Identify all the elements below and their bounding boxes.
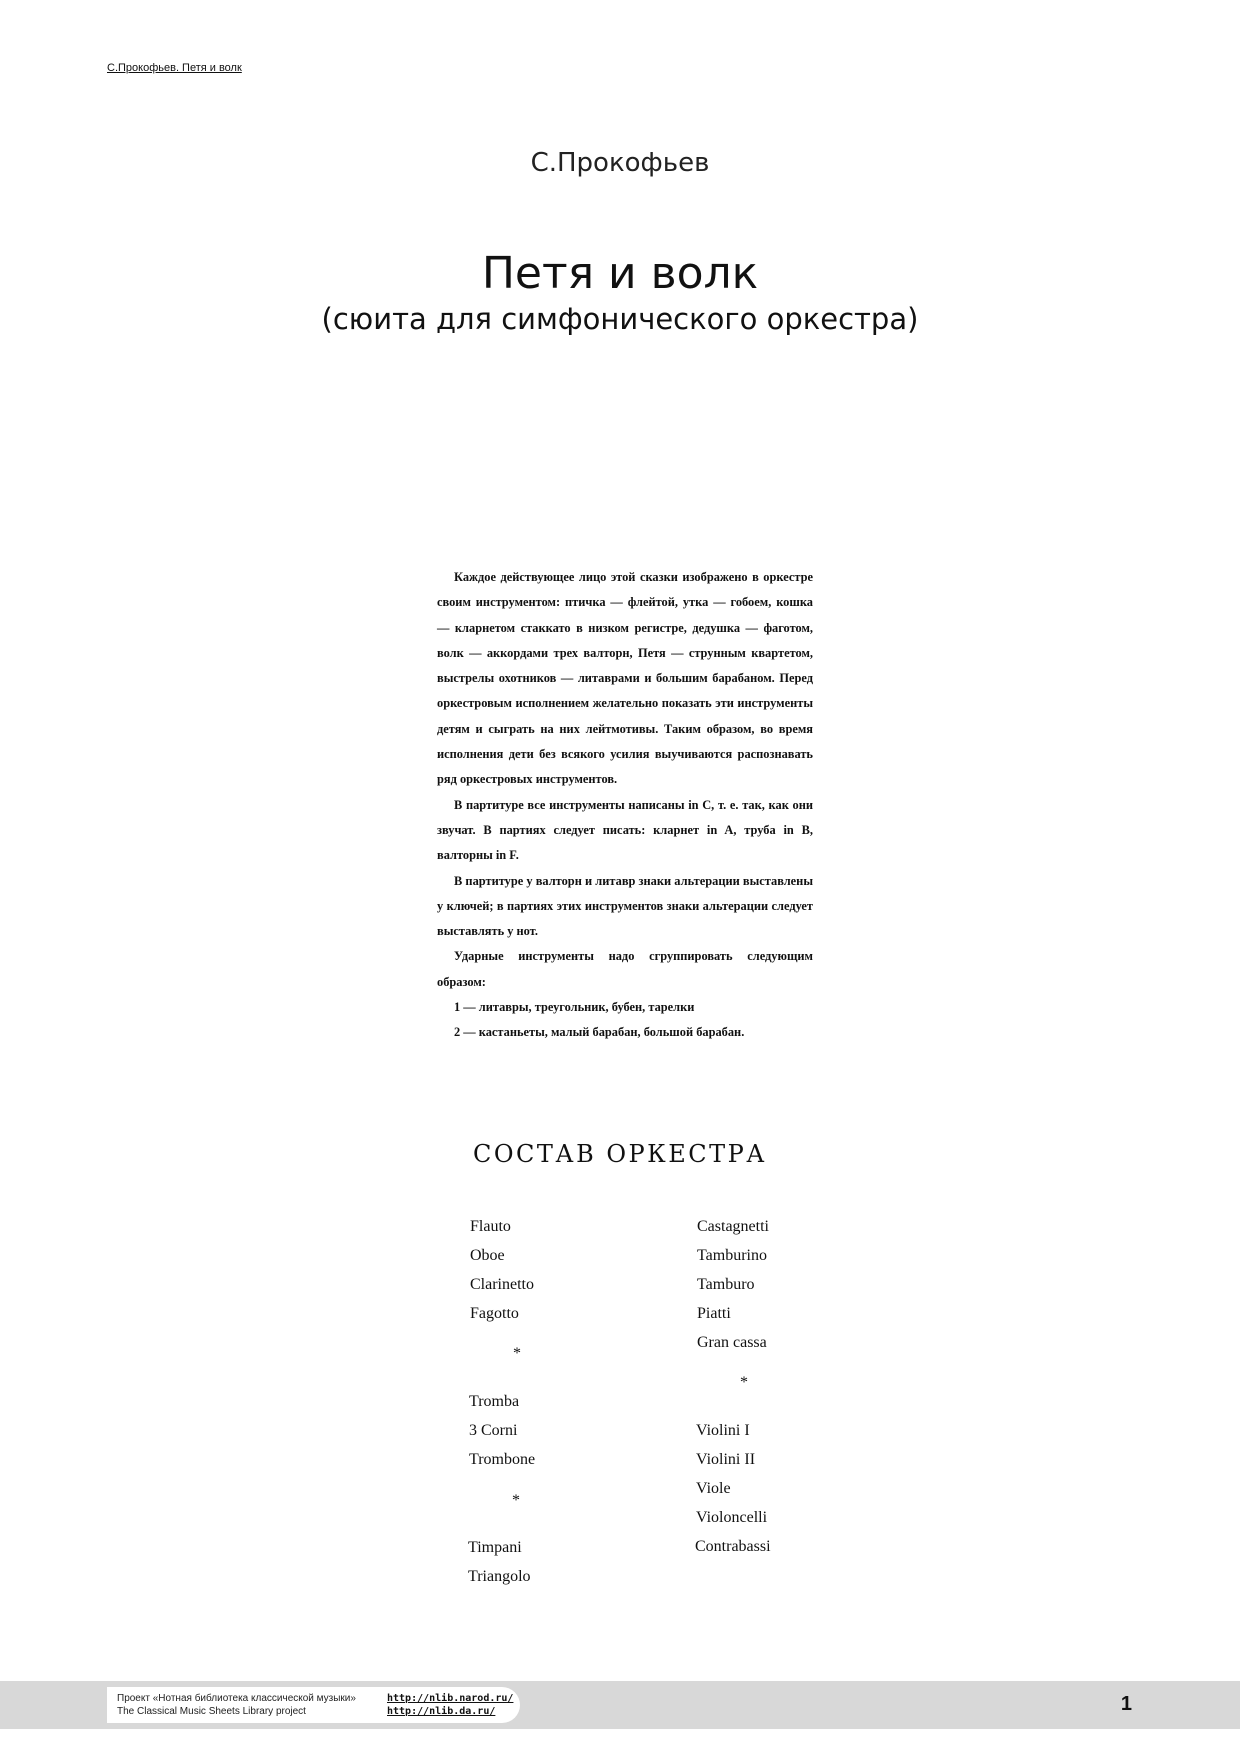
notes-paragraph: Ударные инструменты надо сгруппировать следующим образом: <box>437 949 813 989</box>
footer-project-text <box>117 1692 356 1718</box>
instrument-item: Fagotto <box>470 1305 519 1322</box>
footer-bar <box>0 1681 1240 1729</box>
footer-project-box <box>107 1687 520 1723</box>
instrument-item: Gran cassa <box>697 1334 767 1351</box>
composer-name: С.Прокофьев <box>530 148 710 178</box>
instrument-item: Tamburo <box>697 1276 755 1293</box>
page-title: Петя и волк <box>481 248 759 299</box>
percussion-group-item: 2 — кастаньеты, малый барабан, большой барабан. <box>454 1025 745 1040</box>
instrument-item: Trombone <box>469 1451 536 1468</box>
instrument-item: Violini I <box>696 1422 750 1439</box>
footer-link-narod[interactable]: http://nlib.narod.ru/ <box>387 1693 514 1704</box>
footer-link-da[interactable]: http://nlib.da.ru/ <box>387 1706 496 1717</box>
separator-asterisk: * <box>512 1492 520 1509</box>
footer-project-en: The Classical Music Sheets Library project <box>117 1706 306 1717</box>
instrument-item: Flauto <box>470 1218 511 1235</box>
instrument-item: Clarinetto <box>470 1276 534 1293</box>
separator-asterisk: * <box>740 1374 748 1391</box>
performance-notes <box>437 565 813 1046</box>
instrument-item: Triangolo <box>468 1568 531 1585</box>
page-number: 1 <box>1120 1693 1132 1715</box>
instrument-item: Contrabassi <box>695 1538 771 1555</box>
instrument-item: 3 Corni <box>469 1422 518 1439</box>
instrument-item: Tamburino <box>697 1247 767 1264</box>
orchestra-heading: СОСТАВ ОРКЕСТРА <box>473 1140 767 1168</box>
instrument-item: Viole <box>696 1480 731 1497</box>
instrument-item: Piatti <box>697 1305 731 1322</box>
instrument-item: Tromba <box>469 1393 520 1410</box>
page-subtitle: (сюита для симфонического оркестра) <box>321 302 919 336</box>
header-link[interactable]: С.Прокофьев. Петя и волк <box>107 62 242 74</box>
instrument-item: Timpani <box>468 1539 522 1556</box>
percussion-group-item: 1 — литавры, треугольник, бубен, тарелки <box>454 1000 695 1015</box>
instrument-item: Oboe <box>470 1247 505 1264</box>
notes-paragraph: Каждое действующее лицо этой сказки изображено в оркестре своим инструментом: птичка — флейтой, утка — гобоем, кошка — кларнетом стаккато в низком регистре, дедушка — фаготом, волк — аккордами трех валторн, Петя — струнным квартетом, выстрелы охотников — литаврами и большим барабаном. Перед оркестровым исполнением желательно показать эти инструменты детям и сыграть на них лейтмотивы. Таким образом, во время исполнения дети без всякого усилия выучиваются распознавать ряд оркестровых инструментов. <box>437 570 813 787</box>
percussion-groups <box>437 995 813 1046</box>
instrument-item: Violini II <box>696 1451 756 1468</box>
notes-paragraph: В партитуре все инструменты написаны in C, т. е. так, как они звучат. В партиях следует писать: кларнет in A, труба in B, валторны in F. <box>437 797 813 863</box>
footer-links <box>387 1692 513 1718</box>
notes-paragraph: В партитуре у валторн и литавр знаки альтерации выставлены у ключей; в партиях этих инструментов знаки альтерации следует выставлять у нот. <box>437 873 813 939</box>
separator-asterisk: * <box>513 1345 521 1362</box>
instrument-item: Violoncelli <box>696 1509 768 1526</box>
footer-project-ru: Проект «Нотная библиотека классической музыки» <box>117 1693 356 1704</box>
instrument-item: Castagnetti <box>697 1218 769 1235</box>
